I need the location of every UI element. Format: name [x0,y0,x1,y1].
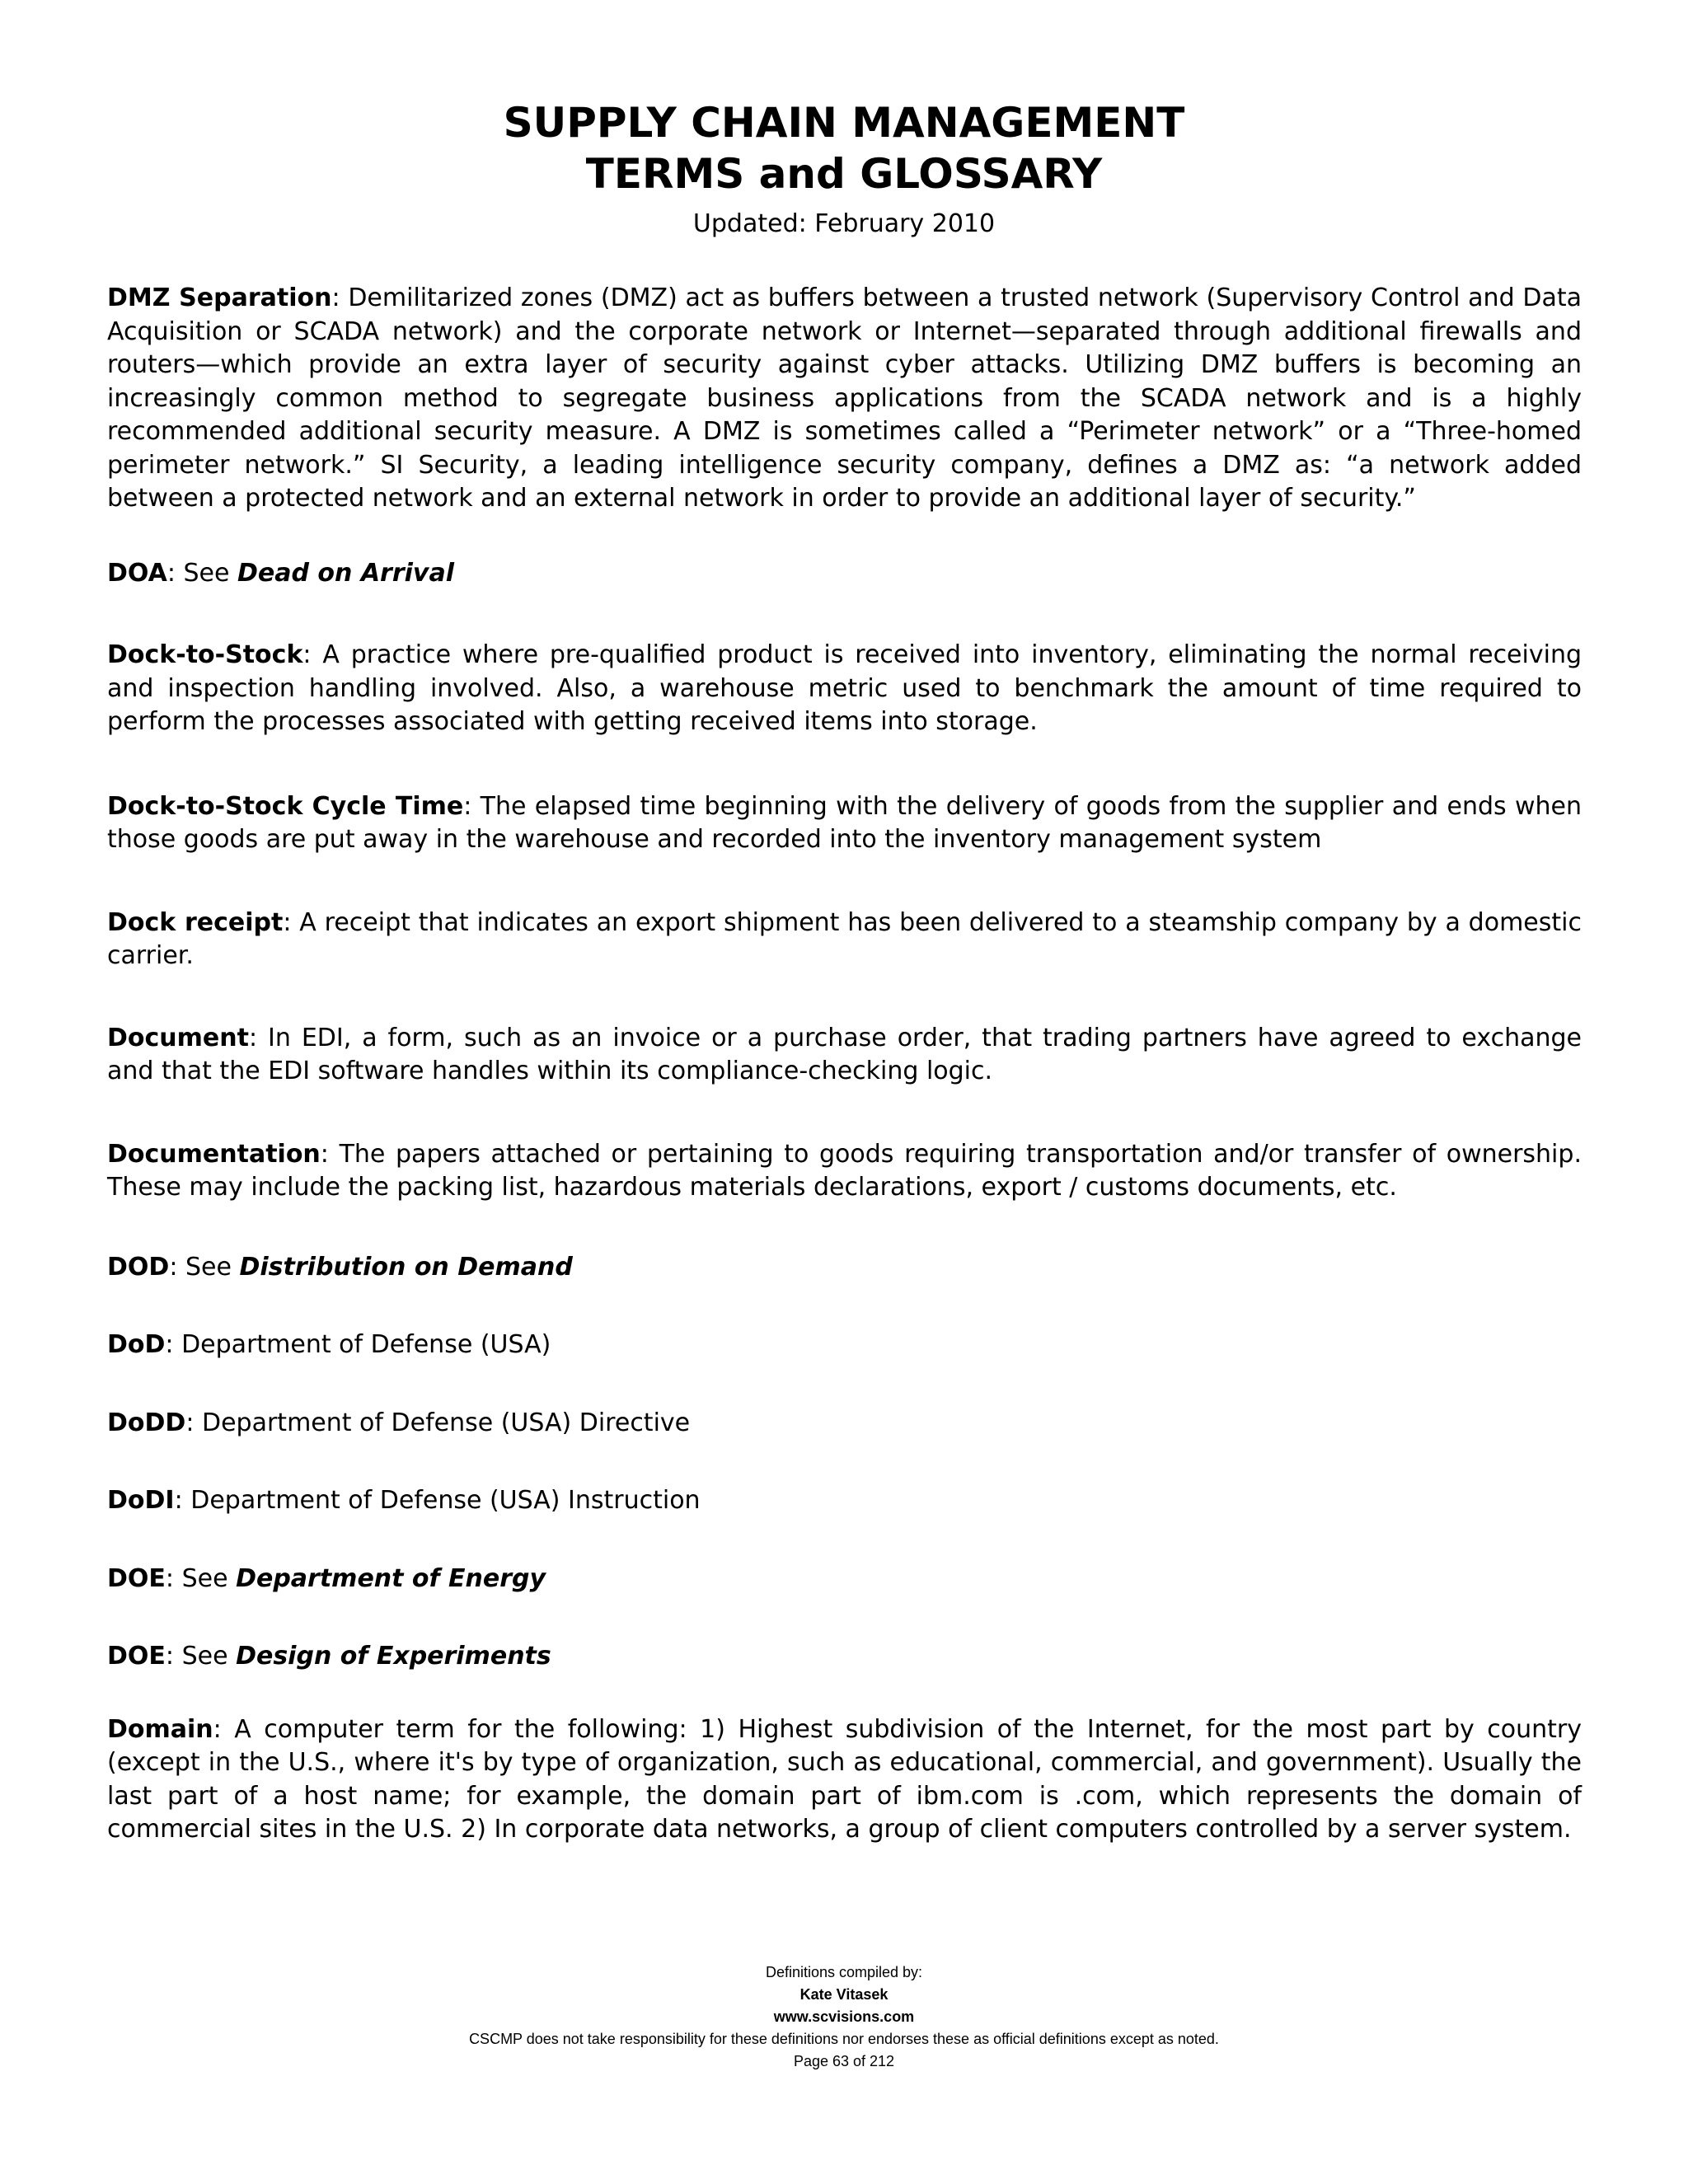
entry-definition: Department of Defense (USA) Instruction [190,1486,701,1515]
title-line-2: TERMS and GLOSSARY [585,150,1103,198]
footer-compiled-by: Definitions compiled by: [765,1964,923,1980]
glossary-entry: Document: In EDI, a form, such as an invoice or a purchase order, that trading partners have agreed to exchange and that the EDI software handles within its compliance-checking logic. [107,1023,1582,1085]
entry-see-reference: Distribution on Demand [239,1252,573,1282]
glossary-entry: DoDI: Department of Defense (USA) Instruction [107,1486,701,1515]
entry-see-prefix: See [185,1252,232,1282]
entry-see-reference: Design of Experiments [236,1642,551,1671]
entry-term: DoD [107,1330,166,1359]
glossary-entry: Dock-to-Stock Cycle Time: The elapsed time beginning with the delivery of goods from the supplier and ends when those goods are put away in the warehouse and recorded into the inventory management system [107,791,1582,854]
glossary-entry: Dock-to-Stock: A practice where pre-qualified product is received into inventory, eliminating the normal receiving and inspection handling involved. Also, a warehouse metric used to benchmark the amount of time required to perform the processes associated with getting received items into storage. [107,640,1582,736]
entry-definition: A practice where pre-qualified product is received into inventory, eliminating the normal receiving and inspection handling involved. Also, a warehouse metric used to benchmark the amount of time required to perform the processes associated with getting received items into storage. [107,640,1582,736]
entry-term: DOA [107,558,167,588]
entry-see-reference: Department of Energy [236,1563,546,1593]
entry-term: Domain [107,1714,213,1744]
entry-definition: Department of Defense (USA) Directive [201,1408,691,1437]
entry-definition: A computer term for the following: 1) Highest subdivision of the Internet, for the most part by country (except in the U.S., where it's by type of organization, such as educational, commercial, and government). Usually the last part of a host name; for example, the domain part of ibm.com is .com, which represents the domain of commercial sites in the U.S. 2) In corporate data networks, a group of client computers controlled by a server system. [107,1714,1582,1844]
entry-definition: A receipt that indicates an export shipment has been delivered to a steamship company by a domestic carrier. [107,907,1582,970]
glossary-entry: DOA: See Dead on Arrival [107,558,454,588]
glossary-entry: DoD: Department of Defense (USA) [107,1330,551,1359]
entry-term: DOE [107,1642,166,1671]
page-header [0,97,1688,241]
entry-see-prefix: See [181,1642,228,1671]
entry-definition: In EDI, a form, such as an invoice or a purchase order, that trading partners have agreed to exchange and that the EDI software handles within its compliance-checking logic. [107,1023,1582,1085]
entry-definition: Demilitarized zones (DMZ) act as buffers between a trusted network (Supervisory Control and Data Acquisition or SCADA network) and the corporate network or Internet—separated through additional firewalls and routers—which provide an extra layer of security against cyber attacks. Utilizing DMZ buffers is becoming an increasingly common method to segregate business applications from the SCADA network and is a highly recommended additional security measure. A DMZ is sometimes called a “Perimeter network” or a “Three-homed perimeter network.” SI Security, a leading intelligence security company, defines a DMZ as: “a network added between a protected network and an external network in order to provide an additional layer of security.” [107,284,1582,513]
page-footer [0,1961,1688,2073]
entry-definition: The elapsed time beginning with the delivery of goods from the supplier and ends when those goods are put away in the warehouse and recorded into the inventory management system [107,791,1582,854]
entry-definition: The papers attached or pertaining to goods requiring transportation and/or transfer of ownership. These may include the packing list, hazardous materials declarations, export / customs documents, etc. [107,1139,1582,1202]
glossary-entry: Dock receipt: A receipt that indicates an export shipment has been delivered to a steamship company by a domestic carrier. [107,907,1582,970]
updated-date: Updated: February 2010 [692,209,996,238]
glossary-entry: DOE: See Design of Experiments [107,1642,551,1671]
entry-term: DOE [107,1563,166,1593]
entry-term: Document [107,1023,249,1052]
glossary-entry: Domain: A computer term for the following: 1) Highest subdivision of the Internet, for the most part by country (except in the U.S., where it's by type of organization, such as educational, commercial, and government). Usually the last part of a host name; for example, the domain part of ibm.com is .com, which represents the domain of commercial sites in the U.S. 2) In corporate data networks, a group of client computers controlled by a server system. [107,1714,1582,1844]
footer-disclaimer: CSCMP does not take responsibility for these definitions nor endorses these as official definitions except as noted. [469,2031,1219,2047]
footer-website: www.scvisions.com [773,2008,915,2025]
glossary-entry: Documentation: The papers attached or pertaining to goods requiring transportation and/or transfer of ownership. These may include the packing list, hazardous materials declarations, export / customs documents, etc. [107,1139,1582,1202]
entry-term: DoDD [107,1408,186,1437]
entry-term: Dock-to-Stock [107,640,303,669]
entry-term: DOD [107,1252,170,1282]
title-line-1: SUPPLY CHAIN MANAGEMENT [503,99,1185,147]
entry-term: Dock receipt [107,907,284,937]
entry-term: DMZ Separation [107,284,332,312]
entry-definition: Department of Defense (USA) [181,1330,551,1359]
footer-page-number: Page 63 of 212 [793,2053,895,2069]
entry-see-prefix: See [181,1563,228,1593]
footer-author: Kate Vitasek [799,1986,889,2003]
glossary-entries [107,282,1582,1847]
glossary-entry: DOD: See Distribution on Demand [107,1252,573,1282]
entry-term: DoDI [107,1486,175,1515]
entry-see-prefix: See [183,558,230,588]
entry-see-reference: Dead on Arrival [237,558,454,588]
entry-term: Documentation [107,1139,321,1169]
entry-term: Dock-to-Stock Cycle Time [107,791,464,821]
glossary-entry: DoDD: Department of Defense (USA) Directive [107,1408,691,1437]
glossary-entry: DOE: See Department of Energy [107,1563,546,1593]
glossary-entry: DMZ Separation: Demilitarized zones (DMZ) act as buffers between a trusted network (Supervisory Control and Data Acquisition or SCADA network) and the corporate network or Internet—separated through additional firewalls and routers—which provide an extra layer of security against cyber attacks. Utilizing DMZ buffers is becoming an increasingly common method to segregate business applications from the SCADA network and is a highly recommended additional security measure. A DMZ is sometimes called a “Perimeter network” or a “Three-homed perimeter network.” SI Security, a leading intelligence security company, defines a DMZ as: “a network added between a protected network and an external network in order to provide an additional layer of security.” [107,284,1582,513]
